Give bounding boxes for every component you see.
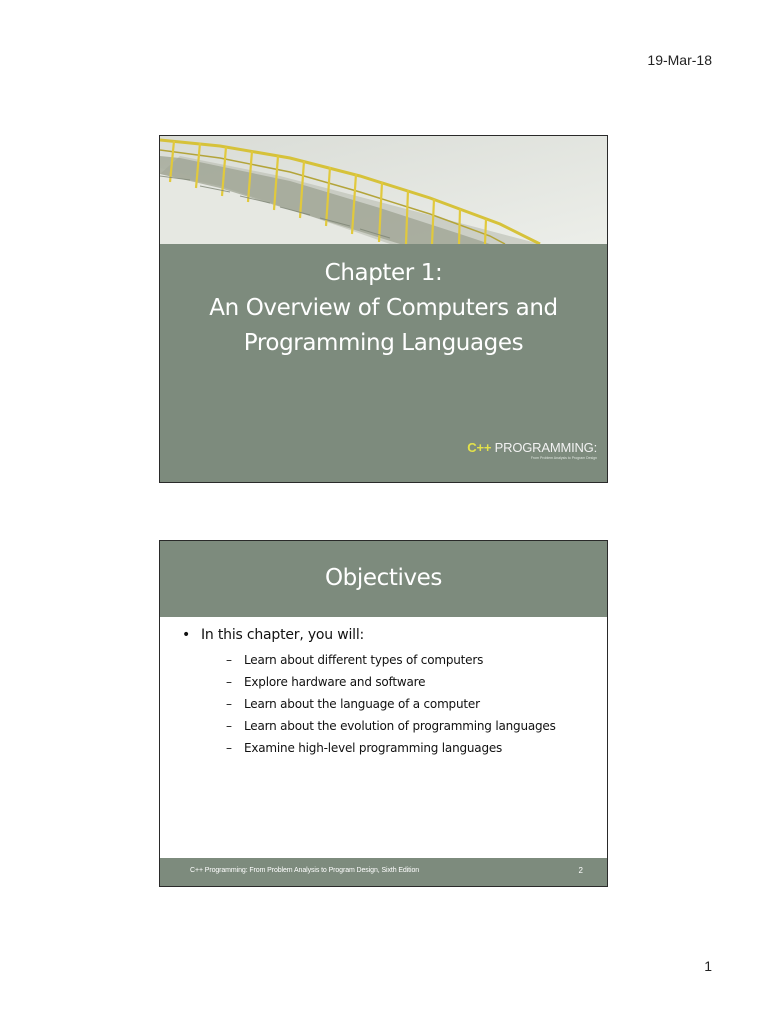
objectives-title: Objectives: [324, 565, 443, 591]
slide-2: [159, 540, 608, 887]
bullet-dot-icon: •: [182, 627, 191, 643]
dash-icon: –: [226, 741, 232, 755]
chapter-title-line-1: Chapter 1:: [324, 260, 443, 286]
list-item: [226, 671, 602, 693]
objectives-bullet: [182, 627, 602, 643]
list-item-text: Learn about the evolution of programming languages: [244, 719, 556, 733]
chapter-title-line-3: Programming Languages: [243, 330, 524, 356]
list-item: [226, 715, 602, 737]
list-item: [226, 693, 602, 715]
dash-icon: –: [226, 697, 232, 711]
dash-icon: –: [226, 719, 232, 733]
footer-text: C++ Programming: From Problem Analysis to Program Design, Sixth Edition: [190, 867, 420, 874]
slide-footer: [160, 858, 607, 886]
dash-icon: –: [226, 653, 232, 667]
logo-word: PROGRAMMING:: [494, 440, 597, 455]
logo-subtitle: From Problem Analysis to Program Design: [530, 456, 597, 460]
slide-number: 2: [578, 866, 583, 875]
objectives-list: [226, 649, 602, 759]
page-number: 1: [704, 958, 712, 974]
page-date: 19-Mar-18: [647, 52, 712, 68]
list-item: [226, 649, 602, 671]
objectives-bullet-text: In this chapter, you will:: [201, 627, 365, 643]
list-item-text: Examine high-level programming languages: [244, 741, 503, 755]
objectives-body: [182, 627, 602, 759]
list-item-text: Learn about different types of computers: [244, 653, 484, 667]
logo-cpp: C++: [467, 440, 492, 455]
objectives-header: [160, 541, 607, 617]
list-item: [226, 737, 602, 759]
cpp-programming-logo: [467, 440, 597, 460]
chapter-title: [160, 256, 607, 361]
staircase-photo: [160, 136, 607, 244]
chapter-title-line-2: An Overview of Computers and: [209, 295, 558, 321]
slide-1: [159, 135, 608, 483]
list-item-text: Explore hardware and software: [244, 675, 426, 689]
list-item-text: Learn about the language of a computer: [244, 697, 480, 711]
dash-icon: –: [226, 675, 232, 689]
